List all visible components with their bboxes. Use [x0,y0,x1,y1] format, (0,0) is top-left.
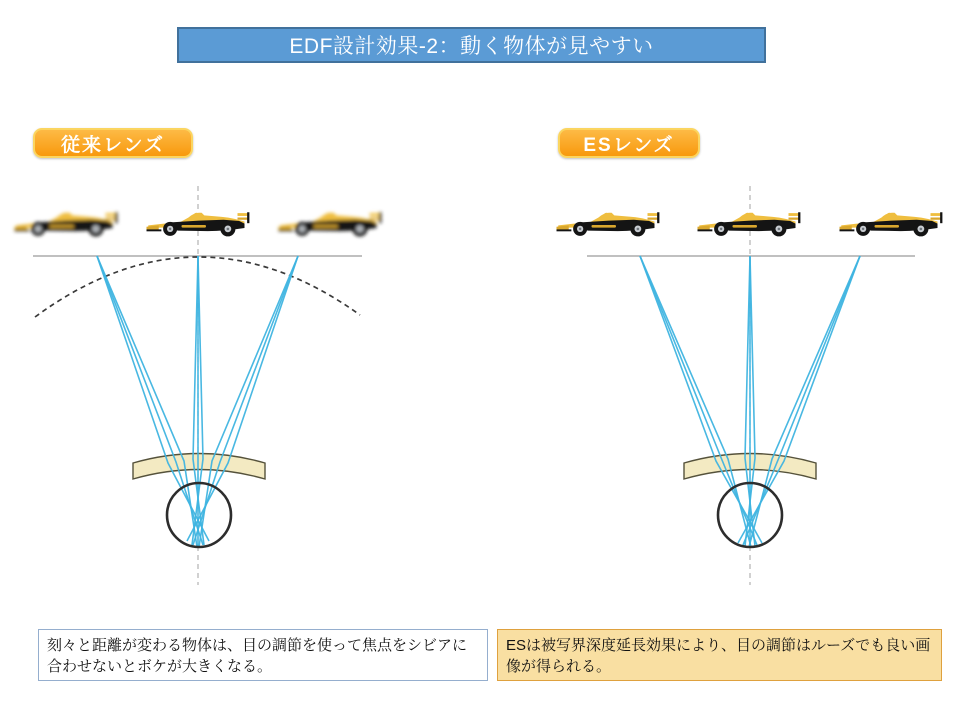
light-rays [97,256,298,548]
race-car-sharp-icon [698,212,801,236]
race-car-sharp-icon [557,212,660,236]
slide-title: EDF設計効果-2：動く物体が見やすい [177,27,766,63]
race-car-sharp-icon [840,212,943,236]
label-conventional-lens: 従来レンズ [33,128,193,158]
caption-es-lens: ESは被写界深度延長効果により、目の調節はルーズでも良い画像が得られる。 [497,629,942,681]
light-rays [640,256,860,548]
diagram-conventional-lens [15,186,382,585]
caption-conventional-lens: 刻々と距離が変わる物体は、目の調節を使って焦点をシビアに合わせないとボケが大きくなる。 [38,629,488,681]
race-car-blurred-icon [15,212,118,236]
race-car-blurred-icon [279,212,382,236]
label-es-lens: ESレンズ [558,128,700,158]
diagram-es-lens [557,186,943,585]
spectacle-lens-icon [133,454,265,480]
